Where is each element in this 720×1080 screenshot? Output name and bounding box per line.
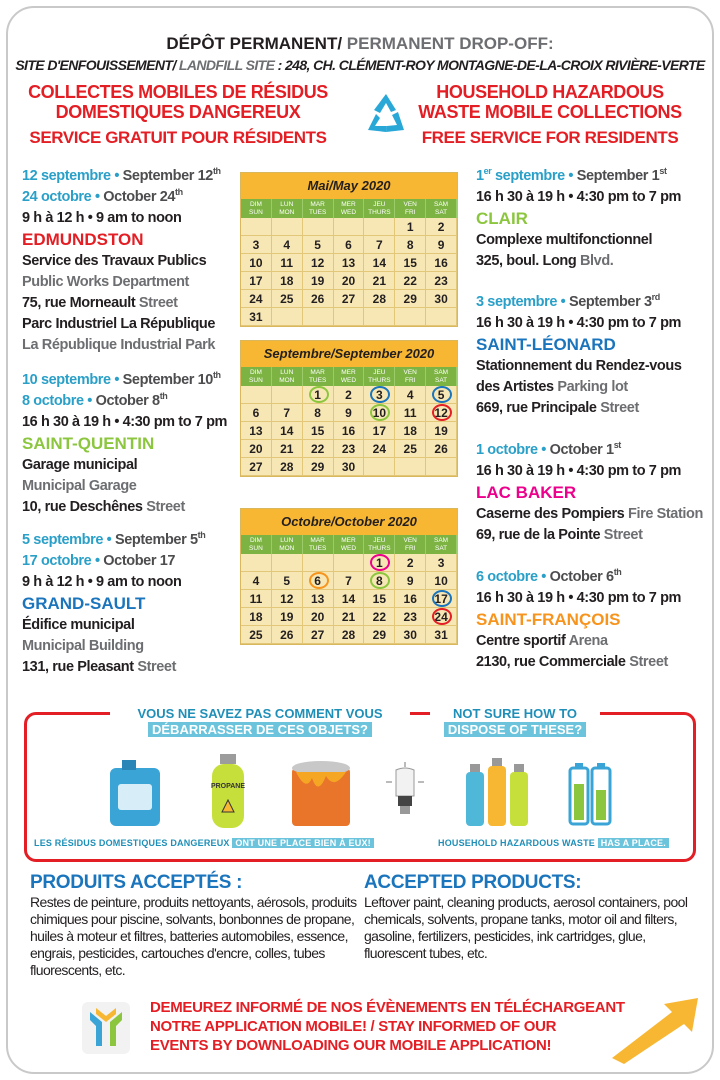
calendar-day: 19	[426, 422, 457, 440]
calendar-day: 10	[364, 404, 395, 422]
calendar-day: 2	[334, 386, 365, 404]
collection-date-circle	[309, 386, 329, 403]
calendar-day: 13	[241, 422, 272, 440]
calendar-day: 22	[303, 440, 334, 458]
weekday-label: JEU THURS	[364, 367, 395, 386]
calendar-day: 15	[303, 422, 334, 440]
calendar-title: Mai/May 2020	[241, 173, 457, 199]
collection-date-circle	[432, 386, 452, 403]
calendar-day: 16	[334, 422, 365, 440]
calendar-day	[426, 458, 457, 476]
weekday-label: VEN FRI	[395, 199, 426, 218]
entry-saint-francois: 6 octobre • October 6th 16 h 30 à 19 h • 4:30 pm to 7 pm SAINT-FRANÇOIS Centre sportif Arena 2130, rue Commerciale Street	[476, 567, 706, 673]
collection-date-circle	[432, 590, 452, 607]
calendar-day: 28	[334, 626, 365, 644]
entry-saint-quentin: 10 septembre • September 10th 8 octobre • October 8th 16 h 30 à 19 h • 4:30 pm to 7 pm SAINT-QUENTIN Garage municipal Municipal Garage 10, rue Deschênes Street	[22, 370, 262, 518]
products-en: ACCEPTED PRODUCTS: Leftover paint, cleaning products, aerosol containers, pool chemicals, solvents, propane tanks, motor oil and filters, gasoline, fertilizers, pesticides, ink cartridges, glue, fluorescent tubes, etc.	[364, 872, 688, 961]
entry-edmundston: 12 septembre • September 12th 24 octobre • October 24th 9 h à 12 h • 9 am to noon EDMUNDSTON Service des Travaux Publics Public Works Department 75, rue Morneault Street Parc Industriel La République La République Industrial Park	[22, 166, 262, 356]
calendar-day: 13	[334, 254, 365, 272]
calendar-day	[303, 554, 334, 572]
propane-tank-icon	[208, 752, 248, 830]
calendar-day: 8	[395, 236, 426, 254]
calendar-day: 22	[395, 272, 426, 290]
calendar-day: 26	[426, 440, 457, 458]
weekday-label: LUN MON	[272, 199, 303, 218]
weekday-label: MER WED	[334, 199, 365, 218]
calendar-day: 2	[395, 554, 426, 572]
calendar-day: 11	[272, 254, 303, 272]
city-name: LAC BAKER	[476, 483, 577, 502]
weekday-label: MAR TUES	[303, 535, 334, 554]
calendar-day	[395, 458, 426, 476]
calendar-day: 21	[364, 272, 395, 290]
calendar-day	[241, 386, 272, 404]
calendar-day: 29	[395, 290, 426, 308]
calendar-day: 27	[241, 458, 272, 476]
calendar-day: 19	[272, 608, 303, 626]
weekday-label: VEN FRI	[395, 535, 426, 554]
calendar-day	[303, 218, 334, 236]
calendar-day: 29	[364, 626, 395, 644]
calendar-day: 18	[241, 608, 272, 626]
calendar-day: 4	[241, 572, 272, 590]
calendar-day: 12	[272, 590, 303, 608]
calendar-day: 27	[303, 626, 334, 644]
weekday-label: JEU THURS	[364, 535, 395, 554]
collection-date-circle	[309, 572, 329, 589]
calendar-day: 18	[272, 272, 303, 290]
calendar-day	[272, 218, 303, 236]
weekday-label: JEU THURS	[364, 199, 395, 218]
calendar-day: 4	[395, 386, 426, 404]
collection-date-circle	[432, 404, 452, 421]
calendar-day	[426, 308, 457, 326]
calendar-day: 7	[272, 404, 303, 422]
weekday-label: DIM SUN	[241, 535, 272, 554]
weekday-header	[241, 367, 457, 386]
jerrycan-icon	[104, 756, 166, 828]
calendar-day: 6	[241, 404, 272, 422]
calendar-day: 16	[395, 590, 426, 608]
calendar-day: 5	[272, 572, 303, 590]
recycle-icon	[360, 90, 412, 142]
calendar-october	[240, 508, 458, 645]
calendar-day: 26	[303, 290, 334, 308]
city-name: SAINT-LÉONARD	[476, 335, 616, 354]
weekday-label: MAR TUES	[303, 199, 334, 218]
calendar-day: 13	[303, 590, 334, 608]
weekday-label: SAM SAT	[426, 535, 457, 554]
calendar-day: 19	[303, 272, 334, 290]
entry-saint-leonard: 3 septembre • September 3rd 16 h 30 à 19 h • 4:30 pm to 7 pm SAINT-LÉONARD Stationnement du Rendez-vous des Artistes Parking lot 669, rue Principale Street	[476, 292, 706, 419]
calendar-day: 4	[272, 236, 303, 254]
calendar-day: 23	[334, 440, 365, 458]
calendar-day: 25	[272, 290, 303, 308]
calendar-day: 11	[241, 590, 272, 608]
banner-footer-fr: LES RÉSIDUS DOMESTIQUES DANGEREUX ONT UNE PLACE BIEN À EUX!	[34, 836, 374, 850]
calendar-day: 31	[426, 626, 457, 644]
calendar-day: 14	[334, 590, 365, 608]
city-name: SAINT-QUENTIN	[22, 434, 155, 453]
calendar-day	[272, 386, 303, 404]
entry-lac-baker: 1 octobre • October 1st 16 h 30 à 19 h • 4:30 pm to 7 pm LAC BAKER Caserne des Pompiers Fire Station 69, rue de la Pointe Street	[476, 440, 706, 546]
calendar-day: 23	[395, 608, 426, 626]
weekday-label: MAR TUES	[303, 367, 334, 386]
calendar-day	[364, 458, 395, 476]
calendar-day: 14	[364, 254, 395, 272]
banner-footer-en: HOUSEHOLD HAZARDOUS WASTE HAS A PLACE.	[438, 836, 669, 850]
city-name: CLAIR	[476, 209, 528, 228]
calendar-day: 18	[395, 422, 426, 440]
calendar-day: 29	[303, 458, 334, 476]
collection-date-circle	[370, 554, 390, 571]
collection-date-circle	[432, 608, 452, 625]
weekday-label: LUN MON	[272, 367, 303, 386]
calendar-day: 6	[334, 236, 365, 254]
calendar-day: 8	[364, 572, 395, 590]
app-download-text: DEMEUREZ INFORMÉ DE NOS ÉVÈNEMENTS EN TÉLÉCHARGEANT NOTRE APPLICATION MOBILE! / STAY INFORMED OF OUR EVENTS BY DOWNLOADING OUR MOBILE APPLICATION!	[150, 999, 625, 1054]
entry-clair: 1er septembre • September 1st 16 h 30 à 19 h • 4:30 pm to 7 pm CLAIR Complexe multifonctionnel 325, boul. Long Blvd.	[476, 166, 706, 272]
calendar-day: 7	[364, 236, 395, 254]
page-title: DÉPÔT PERMANENT/ PERMANENT DROP-OFF:	[166, 34, 554, 53]
calendar-day: 24	[364, 440, 395, 458]
calendar-day: 1	[395, 218, 426, 236]
calendar-day: 12	[303, 254, 334, 272]
calendar-september	[240, 340, 458, 477]
collection-date-circle	[370, 572, 390, 589]
landfill-site-line: SITE D'ENFOUISSEMENT/ LANDFILL SITE : 248, CH. CLÉMENT-ROY MONTAGNE-DE-LA-CROIX RIVIÈRE-VERTE	[15, 57, 705, 73]
calendar-day: 21	[272, 440, 303, 458]
calendar-day: 25	[241, 626, 272, 644]
header-fr: COLLECTES MOBILES DE RÉSIDUS DOMESTIQUES DANGEREUX SERVICE GRATUIT POUR RÉSIDENTS	[28, 82, 328, 147]
calendar-day: 20	[334, 272, 365, 290]
calendar-day: 15	[364, 590, 395, 608]
weekday-label: MER WED	[334, 367, 365, 386]
batteries-icon	[568, 760, 614, 826]
city-name: GRAND-SAULT	[22, 594, 146, 613]
calendar-day: 27	[334, 290, 365, 308]
weekday-label: DIM SUN	[241, 199, 272, 218]
svg-text:PROPANE: PROPANE	[210, 783, 246, 790]
calendar-day: 28	[272, 458, 303, 476]
fluorescent-bulb-icon	[384, 762, 426, 820]
calendar-may	[240, 172, 458, 327]
city-name: SAINT-FRANÇOIS	[476, 610, 621, 629]
weekday-header	[241, 535, 457, 554]
calendar-day: 3	[426, 554, 457, 572]
calendar-day: 26	[272, 626, 303, 644]
calendar-day: 9	[395, 572, 426, 590]
calendar-day: 10	[426, 572, 457, 590]
calendar-day: 20	[303, 608, 334, 626]
calendar-day: 6	[303, 572, 334, 590]
collection-date-circle	[370, 404, 390, 421]
calendar-day	[272, 308, 303, 326]
calendar-day: 16	[426, 254, 457, 272]
calendar-day: 30	[334, 458, 365, 476]
calendar-day: 28	[364, 290, 395, 308]
calendar-day: 2	[426, 218, 457, 236]
calendar-day: 17	[241, 272, 272, 290]
calendar-day: 24	[426, 608, 457, 626]
calendar-day	[241, 218, 272, 236]
app-logo-icon[interactable]	[82, 1002, 130, 1054]
entry-grand-sault: 5 septembre • September 5th 17 octobre • October 17 9 h à 12 h • 9 am to noon GRAND-SAULT Édifice municipal Municipal Building 131, rue Pleasant Street	[22, 530, 262, 678]
calendar-day: 9	[426, 236, 457, 254]
calendar-day: 1	[364, 554, 395, 572]
calendar-day	[334, 554, 365, 572]
calendar-day	[334, 308, 365, 326]
calendar-day: 14	[272, 422, 303, 440]
calendar-day: 5	[426, 386, 457, 404]
calendar-day	[395, 308, 426, 326]
arrow-icon	[606, 994, 702, 1064]
weekday-label: DIM SUN	[241, 367, 272, 386]
aerosol-cans-icon	[462, 758, 532, 828]
calendar-day: 17	[426, 590, 457, 608]
calendar-day: 15	[395, 254, 426, 272]
city-name: EDMUNDSTON	[22, 230, 144, 249]
paint-can-icon	[286, 756, 356, 828]
calendar-day: 30	[426, 290, 457, 308]
weekday-label: LUN MON	[272, 535, 303, 554]
weekday-label: SAM SAT	[426, 199, 457, 218]
calendar-day: 23	[426, 272, 457, 290]
collection-date-circle	[370, 386, 390, 403]
weekday-header	[241, 199, 457, 218]
question-en: NOT SURE HOW TO DISPOSE OF THESE?	[430, 706, 600, 738]
calendar-day: 30	[395, 626, 426, 644]
weekday-label: VEN FRI	[395, 367, 426, 386]
calendar-day: 3	[364, 386, 395, 404]
calendar-day	[364, 218, 395, 236]
header-en: HOUSEHOLD HAZARDOUS WASTE MOBILE COLLECTIONS FREE SERVICE FOR RESIDENTS	[418, 82, 682, 147]
calendar-day: 22	[364, 608, 395, 626]
calendar-day	[241, 554, 272, 572]
calendar-day: 9	[334, 404, 365, 422]
calendar-day: 24	[241, 290, 272, 308]
calendar-day: 12	[426, 404, 457, 422]
calendar-day: 20	[241, 440, 272, 458]
calendar-title: Octobre/October 2020	[241, 509, 457, 535]
calendar-day: 3	[241, 236, 272, 254]
calendar-day: 21	[334, 608, 365, 626]
calendar-day: 25	[395, 440, 426, 458]
calendar-day	[334, 218, 365, 236]
products-fr: PRODUITS ACCEPTÉS : Restes de peinture, produits nettoyants, aérosols, produits chimiques pour piscine, solvants, bonbonnes de propane, huiles à moteur et filtres, batteries automobiles, essence, engrais, pesticides, cartouches d'encre, colles, tubes fluorescents, etc.	[30, 872, 357, 978]
calendar-day: 11	[395, 404, 426, 422]
calendar-day: 10	[241, 254, 272, 272]
calendar-day: 5	[303, 236, 334, 254]
question-fr: VOUS NE SAVEZ PAS COMMENT VOUS DÉBARRASSER DE CES OBJETS?	[110, 706, 410, 738]
weekday-label: MER WED	[334, 535, 365, 554]
weekday-label: SAM SAT	[426, 367, 457, 386]
calendar-day	[364, 308, 395, 326]
calendar-title: Septembre/September 2020	[241, 341, 457, 367]
calendar-day: 31	[241, 308, 272, 326]
calendar-day	[303, 308, 334, 326]
calendar-day	[272, 554, 303, 572]
calendar-day: 8	[303, 404, 334, 422]
calendar-day: 7	[334, 572, 365, 590]
calendar-day: 17	[364, 422, 395, 440]
calendar-day: 1	[303, 386, 334, 404]
